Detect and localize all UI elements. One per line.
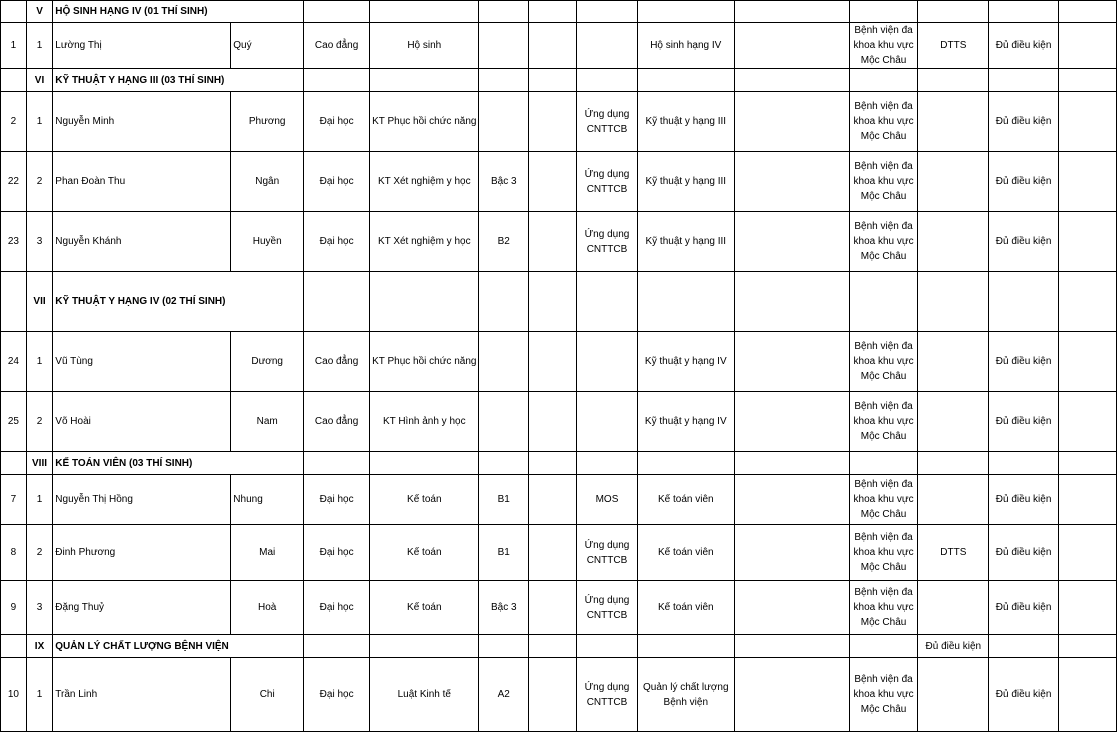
empty-cell[interactable] <box>849 272 918 332</box>
table-row <box>1 152 1117 212</box>
status-cell[interactable]: Đủ điều kiện <box>989 152 1059 212</box>
table-row <box>1 581 1117 635</box>
unit-cell[interactable]: Bệnh viện đa khoa khu vực Mộc Châu <box>849 23 918 69</box>
empty-cell[interactable] <box>370 272 479 332</box>
row-index[interactable]: 1 <box>26 23 53 69</box>
empty-cell[interactable] <box>989 635 1059 658</box>
empty-cell[interactable] <box>529 1 577 23</box>
position-cell[interactable]: Kỹ thuật y hạng III <box>637 212 734 272</box>
major-cell[interactable]: KT Phục hồi chức năng <box>370 92 479 152</box>
empty-cell[interactable] <box>577 272 638 332</box>
empty-cell[interactable] <box>479 69 529 92</box>
empty-cell[interactable] <box>479 272 529 332</box>
table-row <box>1 332 1117 392</box>
section-header-row <box>1 272 1117 332</box>
table-row <box>1 212 1117 272</box>
unit-cell[interactable]: Bệnh viện đa khoa khu vực Mộc Châu <box>849 92 918 152</box>
position-cell[interactable]: Kỹ thuật y hạng IV <box>637 392 734 452</box>
table-row <box>1 23 1117 69</box>
first-name-cell[interactable]: Quý <box>231 23 304 69</box>
empty-cell[interactable] <box>529 475 577 525</box>
major-cell[interactable]: KT Hình ảnh y học <box>370 392 479 452</box>
empty-cell[interactable] <box>849 452 918 475</box>
empty-cell[interactable] <box>734 69 849 92</box>
empty-cell[interactable] <box>529 635 577 658</box>
empty-cell[interactable] <box>918 69 989 92</box>
empty-cell[interactable] <box>1059 92 1117 152</box>
status-cell[interactable]: Đủ điều kiện <box>989 658 1059 732</box>
unit-cell[interactable]: Bệnh viện đa khoa khu vực Mộc Châu <box>849 658 918 732</box>
empty-cell[interactable] <box>918 272 989 332</box>
status-cell[interactable]: Đủ điều kiện <box>989 581 1059 635</box>
empty-cell[interactable] <box>529 581 577 635</box>
last-name-cell[interactable]: Trần Linh <box>53 658 231 732</box>
empty-cell[interactable] <box>370 69 479 92</box>
language-cell[interactable]: B1 <box>479 475 529 525</box>
it-cell[interactable]: Ứng dụng CNTTCB <box>577 212 638 272</box>
language-cell[interactable] <box>479 92 529 152</box>
empty-cell[interactable] <box>989 452 1059 475</box>
empty-cell[interactable] <box>304 69 370 92</box>
empty-cell[interactable] <box>734 452 849 475</box>
empty-cell[interactable] <box>849 635 918 658</box>
row-number[interactable]: 25 <box>1 392 27 452</box>
first-name-cell[interactable]: Nhung <box>231 475 304 525</box>
empty-cell[interactable] <box>231 69 304 92</box>
status-cell[interactable]: Đủ điều kiện <box>989 392 1059 452</box>
table-row <box>1 475 1117 525</box>
degree-cell[interactable]: Đại học <box>304 475 370 525</box>
empty-cell[interactable] <box>1 69 27 92</box>
major-cell[interactable]: KT Xét nghiệm y học <box>370 152 479 212</box>
empty-cell[interactable] <box>1059 272 1117 332</box>
major-cell[interactable]: KT Xét nghiệm y học <box>370 212 479 272</box>
empty-cell[interactable] <box>1059 69 1117 92</box>
empty-cell[interactable] <box>1059 392 1117 452</box>
unit-cell[interactable]: Bệnh viện đa khoa khu vực Mộc Châu <box>849 152 918 212</box>
empty-cell[interactable] <box>529 525 577 581</box>
last-name-cell[interactable]: Vũ Tùng <box>53 332 231 392</box>
empty-cell[interactable] <box>231 635 304 658</box>
empty-cell[interactable] <box>1 1 27 23</box>
empty-cell[interactable] <box>529 23 577 69</box>
empty-cell[interactable] <box>1059 452 1117 475</box>
empty-cell[interactable] <box>529 332 577 392</box>
position-cell[interactable]: Kế toán viên <box>637 475 734 525</box>
empty-cell[interactable] <box>849 1 918 23</box>
row-index[interactable]: 2 <box>26 152 53 212</box>
language-cell[interactable] <box>479 23 529 69</box>
last-name-cell[interactable]: Nguyễn Thị Hồng <box>53 475 231 525</box>
empty-cell[interactable] <box>479 452 529 475</box>
empty-cell[interactable] <box>370 635 479 658</box>
empty-cell[interactable] <box>529 452 577 475</box>
section-roman[interactable]: VI <box>26 69 53 92</box>
empty-cell[interactable] <box>734 1 849 23</box>
language-cell[interactable]: B1 <box>479 525 529 581</box>
empty-cell[interactable] <box>370 452 479 475</box>
priority-cell[interactable] <box>918 92 989 152</box>
first-name-cell[interactable]: Phương <box>231 92 304 152</box>
it-cell[interactable]: Ứng dụng CNTTCB <box>577 92 638 152</box>
degree-cell[interactable]: Đại học <box>304 525 370 581</box>
last-name-cell[interactable]: Đinh Phương <box>53 525 231 581</box>
last-name-cell[interactable]: Đặng Thuỷ <box>53 581 231 635</box>
empty-cell[interactable] <box>637 272 734 332</box>
section-title[interactable]: KỸ THUẬT Y HẠNG III (03 THÍ SINH) <box>53 69 231 92</box>
section-title[interactable]: HỘ SINH HẠNG IV (01 THÍ SINH) <box>53 1 231 23</box>
row-number[interactable]: 8 <box>1 525 27 581</box>
unit-cell[interactable]: Bệnh viện đa khoa khu vực Mộc Châu <box>849 332 918 392</box>
major-cell[interactable]: Kế toán <box>370 475 479 525</box>
row-number[interactable]: 1 <box>1 23 27 69</box>
section-title[interactable]: KỸ THUẬT Y HẠNG IV (02 THÍ SINH) <box>53 272 231 332</box>
priority-cell[interactable] <box>918 392 989 452</box>
last-name-cell[interactable]: Võ Hoài <box>53 392 231 452</box>
table-row <box>1 92 1117 152</box>
first-name-cell[interactable]: Hoà <box>231 581 304 635</box>
priority-cell[interactable] <box>918 581 989 635</box>
empty-cell[interactable] <box>479 1 529 23</box>
priority-cell[interactable] <box>918 332 989 392</box>
section-header-row <box>1 69 1117 92</box>
empty-cell[interactable] <box>637 452 734 475</box>
position-cell[interactable]: Kế toán viên <box>637 581 734 635</box>
row-number[interactable]: 10 <box>1 658 27 732</box>
section-status[interactable]: Đủ điều kiện <box>918 635 989 658</box>
status-cell[interactable]: Đủ điều kiện <box>989 92 1059 152</box>
language-cell[interactable]: A2 <box>479 658 529 732</box>
major-cell[interactable]: Kế toán <box>370 525 479 581</box>
degree-cell[interactable]: Cao đẳng <box>304 392 370 452</box>
unit-cell[interactable]: Bệnh viện đa khoa khu vực Mộc Châu <box>849 525 918 581</box>
empty-cell[interactable] <box>1059 332 1117 392</box>
empty-cell[interactable] <box>529 272 577 332</box>
row-index[interactable]: 1 <box>26 658 53 732</box>
empty-cell[interactable] <box>734 152 849 212</box>
empty-cell[interactable] <box>304 272 370 332</box>
row-index[interactable]: 1 <box>26 332 53 392</box>
first-name-cell[interactable]: Huyền <box>231 212 304 272</box>
degree-cell[interactable]: Cao đẳng <box>304 332 370 392</box>
row-number[interactable]: 9 <box>1 581 27 635</box>
row-number[interactable]: 24 <box>1 332 27 392</box>
position-cell[interactable]: Quản lý chất lượng Bệnh viện <box>637 658 734 732</box>
table-body <box>1 1 1117 732</box>
it-cell[interactable]: Ứng dụng CNTTCB <box>577 581 638 635</box>
degree-cell[interactable]: Đại học <box>304 152 370 212</box>
empty-cell[interactable] <box>1 635 27 658</box>
first-name-cell[interactable]: Ngân <box>231 152 304 212</box>
empty-cell[interactable] <box>577 452 638 475</box>
row-index[interactable]: 1 <box>26 475 53 525</box>
degree-cell[interactable]: Đại học <box>304 658 370 732</box>
empty-cell[interactable] <box>734 332 849 392</box>
empty-cell[interactable] <box>849 69 918 92</box>
section-header-row <box>1 635 1117 658</box>
empty-cell[interactable] <box>1059 525 1117 581</box>
empty-cell[interactable] <box>734 635 849 658</box>
empty-cell[interactable] <box>918 452 989 475</box>
row-number[interactable]: 23 <box>1 212 27 272</box>
empty-cell[interactable] <box>577 69 638 92</box>
position-cell[interactable]: Kỹ thuật y hạng IV <box>637 332 734 392</box>
section-header-row <box>1 452 1117 475</box>
empty-cell[interactable] <box>231 1 304 23</box>
status-cell[interactable]: Đủ điều kiện <box>989 332 1059 392</box>
last-name-cell[interactable]: Lường Thị <box>53 23 231 69</box>
section-roman[interactable]: V <box>26 1 53 23</box>
empty-cell[interactable] <box>1059 635 1117 658</box>
table-row <box>1 525 1117 581</box>
first-name-cell[interactable]: Chi <box>231 658 304 732</box>
empty-cell[interactable] <box>989 1 1059 23</box>
empty-cell[interactable] <box>1059 152 1117 212</box>
row-number[interactable]: 7 <box>1 475 27 525</box>
empty-cell[interactable] <box>529 658 577 732</box>
status-cell[interactable]: Đủ điều kiện <box>989 23 1059 69</box>
empty-cell[interactable] <box>734 475 849 525</box>
row-index[interactable]: 3 <box>26 581 53 635</box>
language-cell[interactable] <box>479 332 529 392</box>
section-roman[interactable]: IX <box>26 635 53 658</box>
empty-cell[interactable] <box>1 452 27 475</box>
language-cell[interactable]: Bậc 3 <box>479 152 529 212</box>
row-index[interactable]: 1 <box>26 92 53 152</box>
degree-cell[interactable]: Cao đẳng <box>304 23 370 69</box>
empty-cell[interactable] <box>529 92 577 152</box>
it-cell[interactable] <box>577 392 638 452</box>
empty-cell[interactable] <box>918 1 989 23</box>
degree-cell[interactable]: Đại học <box>304 581 370 635</box>
section-roman[interactable]: VIII <box>26 452 53 475</box>
major-cell[interactable]: Luật Kinh tế <box>370 658 479 732</box>
degree-cell[interactable]: Đại học <box>304 212 370 272</box>
row-index[interactable]: 3 <box>26 212 53 272</box>
status-cell[interactable]: Đủ điều kiện <box>989 525 1059 581</box>
unit-cell[interactable]: Bệnh viện đa khoa khu vực Mộc Châu <box>849 212 918 272</box>
first-name-cell[interactable]: Mai <box>231 525 304 581</box>
it-cell[interactable] <box>577 332 638 392</box>
empty-cell[interactable] <box>1059 581 1117 635</box>
unit-cell[interactable]: Bệnh viện đa khoa khu vực Mộc Châu <box>849 475 918 525</box>
empty-cell[interactable] <box>577 635 638 658</box>
empty-cell[interactable] <box>529 392 577 452</box>
empty-cell[interactable] <box>734 525 849 581</box>
empty-cell[interactable] <box>577 1 638 23</box>
it-cell[interactable] <box>577 23 638 69</box>
priority-cell[interactable] <box>918 658 989 732</box>
empty-cell[interactable] <box>304 1 370 23</box>
empty-cell[interactable] <box>529 152 577 212</box>
empty-cell[interactable] <box>637 635 734 658</box>
position-cell[interactable]: Hộ sinh hạng IV <box>637 23 734 69</box>
last-name-cell[interactable]: Phan Đoàn Thu <box>53 152 231 212</box>
empty-cell[interactable] <box>989 272 1059 332</box>
empty-cell[interactable] <box>734 272 849 332</box>
empty-cell[interactable] <box>304 452 370 475</box>
it-cell[interactable]: MOS <box>577 475 638 525</box>
empty-cell[interactable] <box>304 635 370 658</box>
language-cell[interactable]: Bậc 3 <box>479 581 529 635</box>
degree-cell[interactable]: Đại học <box>304 92 370 152</box>
empty-cell[interactable] <box>231 452 304 475</box>
priority-cell[interactable] <box>918 152 989 212</box>
section-roman[interactable]: VII <box>26 272 53 332</box>
section-header-row <box>1 1 1117 23</box>
it-cell[interactable]: Ứng dụng CNTTCB <box>577 525 638 581</box>
unit-cell[interactable]: Bệnh viện đa khoa khu vực Mộc Châu <box>849 581 918 635</box>
empty-cell[interactable] <box>231 272 304 332</box>
empty-cell[interactable] <box>529 212 577 272</box>
priority-cell[interactable] <box>918 212 989 272</box>
unit-cell[interactable]: Bệnh viện đa khoa khu vực Mộc Châu <box>849 392 918 452</box>
empty-cell[interactable] <box>1059 23 1117 69</box>
status-cell[interactable]: Đủ điều kiện <box>989 475 1059 525</box>
empty-cell[interactable] <box>1059 1 1117 23</box>
empty-cell[interactable] <box>479 635 529 658</box>
priority-cell[interactable] <box>918 475 989 525</box>
empty-cell[interactable] <box>529 69 577 92</box>
priority-cell[interactable]: DTTS <box>918 525 989 581</box>
section-title[interactable]: QUẢN LÝ CHẤT LƯỢNG BỆNH VIỆN <box>53 635 231 658</box>
major-cell[interactable]: KT Phục hồi chức năng <box>370 332 479 392</box>
table-row <box>1 392 1117 452</box>
row-number[interactable]: 22 <box>1 152 27 212</box>
position-cell[interactable]: Kỹ thuật y hạng III <box>637 152 734 212</box>
section-title[interactable]: KẾ TOÁN VIÊN (03 THÍ SINH) <box>53 452 231 475</box>
table-row <box>1 658 1117 732</box>
position-cell[interactable]: Kế toán viên <box>637 525 734 581</box>
empty-cell[interactable] <box>734 23 849 69</box>
first-name-cell[interactable]: Dương <box>231 332 304 392</box>
empty-cell[interactable] <box>1 272 27 332</box>
empty-cell[interactable] <box>637 69 734 92</box>
status-cell[interactable]: Đủ điều kiện <box>989 212 1059 272</box>
row-number[interactable]: 2 <box>1 92 27 152</box>
empty-cell[interactable] <box>734 658 849 732</box>
major-cell[interactable]: Kế toán <box>370 581 479 635</box>
empty-cell[interactable] <box>734 581 849 635</box>
empty-cell[interactable] <box>370 1 479 23</box>
major-cell[interactable]: Hộ sinh <box>370 23 479 69</box>
position-cell[interactable]: Kỹ thuật y hạng III <box>637 92 734 152</box>
language-cell[interactable]: B2 <box>479 212 529 272</box>
first-name-cell[interactable]: Nam <box>231 392 304 452</box>
empty-cell[interactable] <box>989 69 1059 92</box>
empty-cell[interactable] <box>1059 658 1117 732</box>
empty-cell[interactable] <box>734 392 849 452</box>
empty-cell[interactable] <box>734 92 849 152</box>
row-index[interactable]: 2 <box>26 392 53 452</box>
priority-cell[interactable]: DTTS <box>918 23 989 69</box>
empty-cell[interactable] <box>1059 475 1117 525</box>
empty-cell[interactable] <box>1059 212 1117 272</box>
row-index[interactable]: 2 <box>26 525 53 581</box>
it-cell[interactable]: Ứng dụng CNTTCB <box>577 152 638 212</box>
empty-cell[interactable] <box>637 1 734 23</box>
last-name-cell[interactable]: Nguyễn Khánh <box>53 212 231 272</box>
empty-cell[interactable] <box>734 212 849 272</box>
last-name-cell[interactable]: Nguyễn Minh <box>53 92 231 152</box>
language-cell[interactable] <box>479 392 529 452</box>
it-cell[interactable]: Ứng dụng CNTTCB <box>577 658 638 732</box>
